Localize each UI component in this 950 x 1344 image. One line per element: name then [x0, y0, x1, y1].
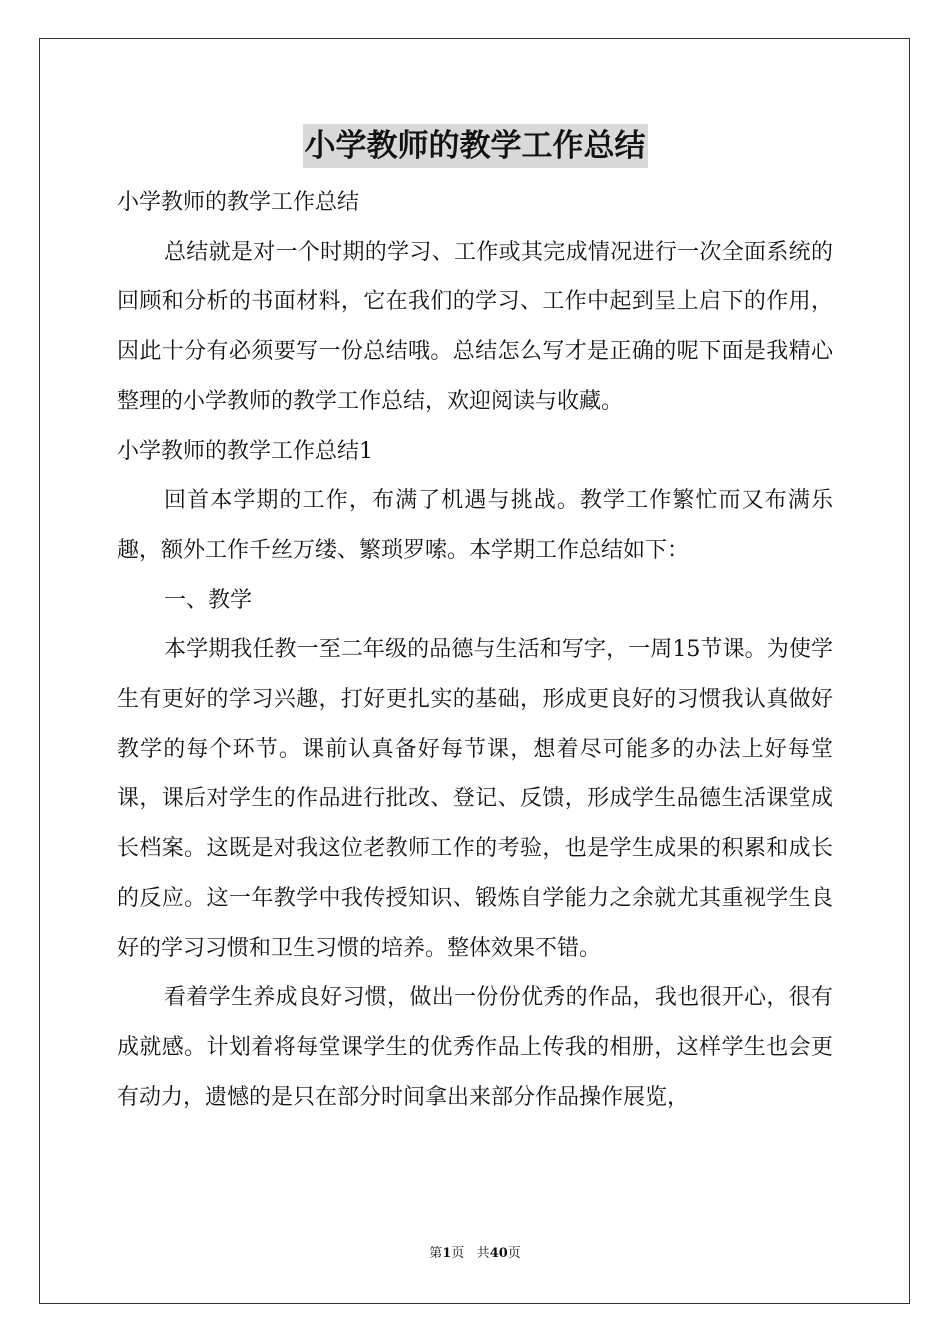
footer-total-prefix: 共	[476, 1246, 490, 1261]
paragraph: 小学教师的教学工作总结	[117, 190, 360, 215]
footer-total-suffix: 页	[507, 1246, 521, 1261]
footer-current-page: 1	[442, 1246, 452, 1261]
paragraph: 回首本学期的工作，布满了机遇与挑战。教学工作繁忙而又布满乐趣，额外工作千丝万缕、繁琐罗嗦。本学期工作总结如下：	[117, 488, 833, 563]
footer-page-prefix: 第	[429, 1246, 443, 1261]
paragraph: 本学期我任教一至二年级的品德与生活和写字，一周15节课。为使学生有更好的学习兴趣，打好更扎实的基础，形成更良好的习惯我认真做好教学的每个环节。课前认真备好每节课，想着尽可能多的办法上好每堂课，课后对学生的作品进行批改、登记、反馈，形成学生品德生活课堂成长档案。这既是对我这位老教师工作的考验，也是学生成果的积累和成长的反应。这一年教学中我传授知识、锻炼自学能力之余就尤其重视学生良好的学习习惯和卫生习惯的培养。整体效果不错。	[117, 637, 833, 961]
document-body	[117, 178, 833, 1122]
footer-total-pages: 40	[489, 1246, 508, 1261]
paragraph: 一、教学	[164, 587, 253, 613]
paragraph: 看着学生养成良好习惯，做出一份份优秀的作品，我也很开心，很有成就感。计划着将每堂课学生的优秀作品上传我的相册，这样学生也会更有动力，遗憾的是只在部分时间拿出来部分作品操作展览，	[117, 985, 833, 1110]
document-title: 小学教师的教学工作总结	[303, 124, 648, 168]
page-footer	[0, 1244, 950, 1264]
title-wrap	[0, 124, 950, 168]
paragraph: 总结就是对一个时期的学习、工作或其完成情况进行一次全面系统的回顾和分析的书面材料，它在我们的学习、工作中起到呈上启下的作用，因此十分有必须要写一份总结哦。总结怎么写才是正确的呢下面是我精心整理的小学教师的教学工作总结，欢迎阅读与收藏。	[117, 239, 833, 414]
paragraph: 小学教师的教学工作总结1	[117, 438, 373, 464]
footer-page-suffix: 页	[451, 1246, 465, 1261]
